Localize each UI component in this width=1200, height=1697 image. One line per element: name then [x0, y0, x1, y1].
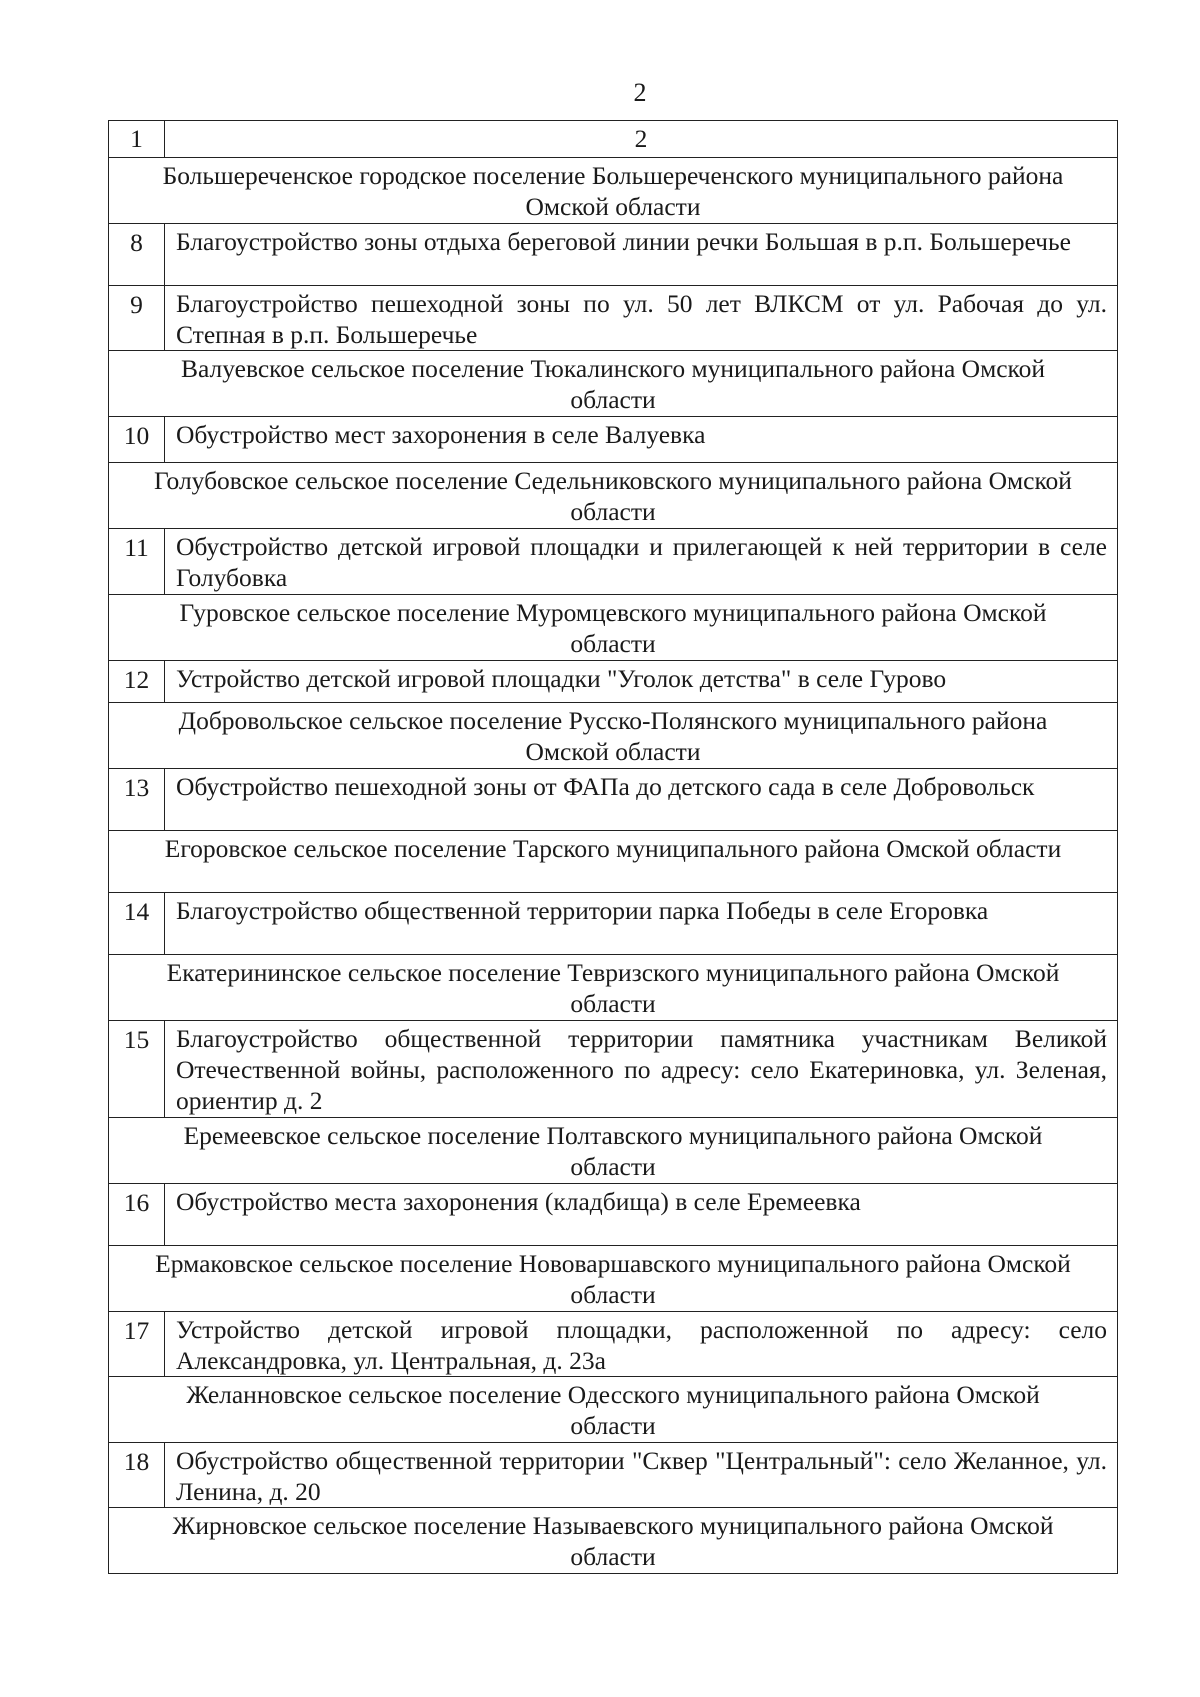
section-row	[109, 463, 1118, 529]
project-description: Обустройство мест захоронения в селе Валуевка	[165, 417, 1118, 463]
table-row	[109, 224, 1118, 286]
page-number: 2	[633, 78, 647, 107]
table-row	[109, 1021, 1118, 1118]
project-description: Устройство детской игровой площадки, расположенной по адресу: село Александровка, ул. Центральная, д. 23а	[165, 1312, 1118, 1377]
row-number: 12	[109, 661, 165, 703]
table-row	[109, 1312, 1118, 1377]
row-number: 16	[109, 1184, 165, 1246]
settlement-heading: Желанновское сельское поселение Одесского муниципального района Омской области	[109, 1377, 1118, 1443]
settlement-heading: Екатерининское сельское поселение Тевризского муниципального района Омской области	[109, 955, 1118, 1021]
settlement-heading: Большереченское городское поселение Большереченского муниципального района Омской области	[109, 158, 1118, 224]
table-header-row	[109, 121, 1118, 158]
table-row	[109, 529, 1118, 595]
table-row	[109, 286, 1118, 351]
section-row	[109, 351, 1118, 417]
section-row	[109, 831, 1118, 893]
table-row	[109, 1184, 1118, 1246]
project-description: Благоустройство общественной территории памятника участникам Великой Отечественной войны, расположенного по адресу: село Екатериновка, ул. Зеленая, ориентир д. 2	[165, 1021, 1118, 1118]
settlement-heading: Голубовское сельское поселение Седельниковского муниципального района Омской области	[109, 463, 1118, 529]
project-description: Устройство детской игровой площадки "Уголок детства" в селе Гурово	[165, 661, 1118, 703]
row-number: 18	[109, 1443, 165, 1508]
settlement-heading: Егоровское сельское поселение Тарского муниципального района Омской области	[109, 831, 1118, 893]
table-row	[109, 893, 1118, 955]
section-row	[109, 955, 1118, 1021]
row-number: 14	[109, 893, 165, 955]
section-row	[109, 703, 1118, 769]
project-description: Благоустройство общественной территории парка Победы в селе Егоровка	[165, 893, 1118, 955]
project-description: Благоустройство зоны отдыха береговой линии речки Большая в р.п. Большеречье	[165, 224, 1118, 286]
project-description: Обустройство общественной территории "Сквер "Центральный": село Желанное, ул. Ленина, д. 20	[165, 1443, 1118, 1508]
project-description: Обустройство пешеходной зоны от ФАПа до детского сада в селе Добровольск	[165, 769, 1118, 831]
table-row	[109, 769, 1118, 831]
table-row	[109, 661, 1118, 703]
header-col-1: 1	[109, 121, 165, 158]
projects-table	[108, 120, 1118, 1574]
section-row	[109, 1246, 1118, 1312]
row-number: 11	[109, 529, 165, 595]
row-number: 17	[109, 1312, 165, 1377]
row-number: 15	[109, 1021, 165, 1118]
settlement-heading: Добровольское сельское поселение Русско-Полянского муниципального района Омской области	[109, 703, 1118, 769]
section-row	[109, 158, 1118, 224]
header-col-2: 2	[165, 121, 1118, 158]
section-row	[109, 1377, 1118, 1443]
project-description: Обустройство места захоронения (кладбища) в селе Еремеевка	[165, 1184, 1118, 1246]
section-row	[109, 1118, 1118, 1184]
project-description: Обустройство детской игровой площадки и прилегающей к ней территории в селе Голубовка	[165, 529, 1118, 595]
table-row	[109, 1443, 1118, 1508]
settlement-heading: Гуровское сельское поселение Муромцевского муниципального района Омской области	[109, 595, 1118, 661]
settlement-heading: Валуевское сельское поселение Тюкалинского муниципального района Омской области	[109, 351, 1118, 417]
row-number: 10	[109, 417, 165, 463]
settlement-heading: Ермаковское сельское поселение Нововаршавского муниципального района Омской области	[109, 1246, 1118, 1312]
row-number: 8	[109, 224, 165, 286]
row-number: 9	[109, 286, 165, 351]
settlement-heading: Жирновское сельское поселение Называевского муниципального района Омской области	[109, 1508, 1118, 1574]
table-row	[109, 417, 1118, 463]
section-row	[109, 1508, 1118, 1574]
row-number: 13	[109, 769, 165, 831]
section-row	[109, 595, 1118, 661]
project-description: Благоустройство пешеходной зоны по ул. 50 лет ВЛКСМ от ул. Рабочая до ул. Степная в р.п. Большеречье	[165, 286, 1118, 351]
settlement-heading: Еремеевское сельское поселение Полтавского муниципального района Омской области	[109, 1118, 1118, 1184]
